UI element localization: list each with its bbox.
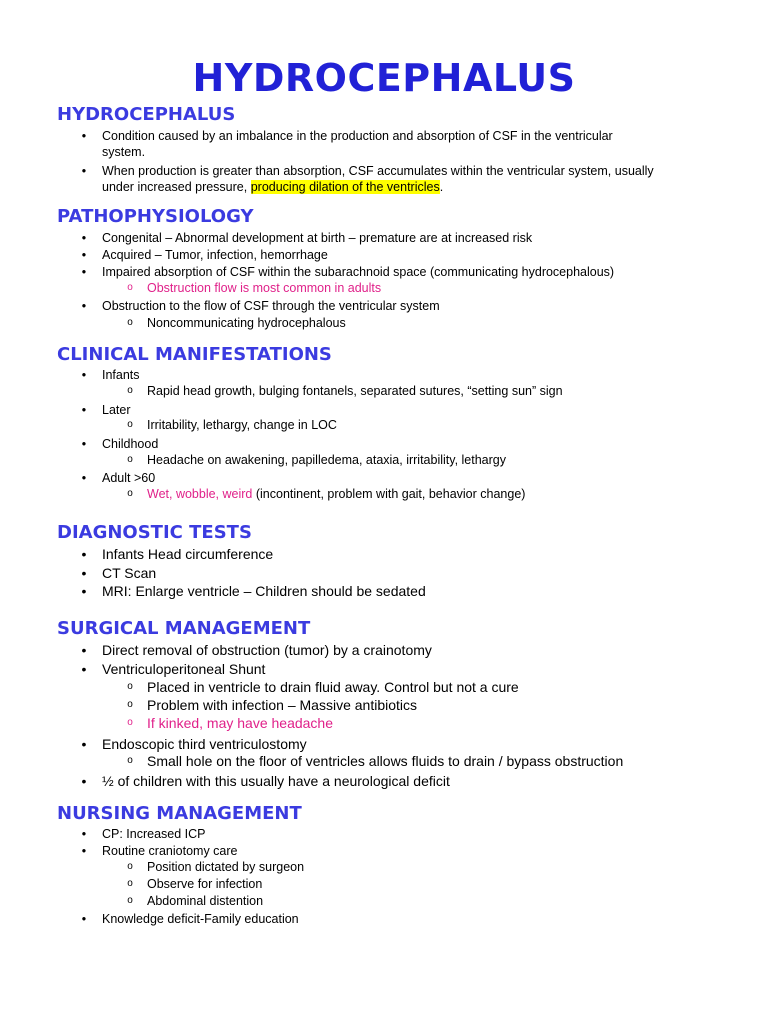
list-item-text: When production is greater than absorption, CSF accumulates within the ventricular system, usually: [102, 164, 654, 178]
bullet-icon: •: [81, 546, 87, 562]
list-item-text: Adult >60: [102, 471, 156, 485]
bullet-icon: •: [81, 368, 87, 382]
list-item-text: Observe for infection: [147, 877, 263, 891]
bullet-icon: •: [81, 912, 87, 926]
circle-bullet-icon: o: [127, 699, 133, 710]
list-item-text: Knowledge deficit-Family education: [102, 912, 299, 926]
list-item-text: Obstruction to the flow of CSF through the ventricular system: [102, 299, 440, 313]
list-item-text: Small hole on the floor of ventricles allows fluids to drain / bypass obstruction: [147, 753, 624, 769]
list-item-text: Problem with infection – Massive antibiotics: [147, 697, 418, 713]
text-segment: (incontinent, problem with gait, behavior change): [252, 487, 526, 501]
list-item-text: Acquired – Tumor, infection, hemorrhage: [102, 248, 328, 262]
list-item-text: system.: [102, 145, 146, 159]
section-heading-surgical-management: SURGICAL MANAGEMENT: [57, 618, 311, 639]
bullet-icon: •: [81, 565, 87, 581]
section-heading-nursing-management: NURSING MANAGEMENT: [57, 803, 302, 824]
bullet-icon: •: [81, 736, 87, 752]
list-item-text: CT Scan: [102, 565, 157, 581]
circle-bullet-icon: o: [127, 385, 133, 396]
list-item-text: Childhood: [102, 437, 159, 451]
highlighted-text: producing dilation of the ventricles: [250, 180, 440, 194]
list-item-text: Irritability, lethargy, change in LOC: [147, 418, 337, 432]
list-item-text: Infants: [102, 368, 140, 382]
list-item-text: Routine craniotomy care: [102, 844, 238, 858]
bullet-icon: •: [81, 231, 87, 245]
list-item-text: If kinked, may have headache: [147, 715, 334, 731]
circle-bullet-icon: o: [127, 681, 133, 692]
bullet-icon: •: [81, 129, 87, 143]
list-item-text: Position dictated by surgeon: [147, 860, 305, 874]
bullet-icon: •: [81, 248, 87, 262]
list-item-text: ½ of children with this usually have a neurological deficit: [102, 773, 450, 789]
bullet-icon: •: [81, 844, 87, 858]
list-item-text: Placed in ventricle to drain fluid away. Control but not a cure: [147, 679, 519, 695]
bullet-icon: •: [81, 471, 87, 485]
list-item-text: Later: [102, 403, 131, 417]
list-item-text: Endoscopic third ventriculostomy: [102, 736, 307, 752]
list-item-text: Noncommunicating hydrocephalous: [147, 316, 346, 330]
section-heading-diagnostic-tests: DIAGNOSTIC TESTS: [57, 522, 252, 543]
list-item-text: Direct removal of obstruction (tumor) by a crainotomy: [102, 642, 432, 658]
list-item-text: Infants Head circumference: [102, 546, 274, 562]
circle-bullet-icon: o: [127, 895, 133, 906]
text-segment: under increased pressure,: [102, 180, 251, 194]
circle-bullet-icon: o: [127, 717, 133, 728]
circle-bullet-icon: o: [127, 878, 133, 889]
circle-bullet-icon: o: [127, 317, 133, 328]
list-item-text: [147, 486, 525, 502]
bullet-icon: •: [81, 583, 87, 599]
text-segment: .: [439, 180, 444, 194]
circle-bullet-icon: o: [127, 419, 133, 430]
bullet-icon: •: [81, 299, 87, 313]
section-heading-pathophysiology: PATHOPHYSIOLOGY: [57, 206, 254, 227]
circle-bullet-icon: o: [127, 488, 133, 499]
list-item-text: Abdominal distention: [147, 894, 264, 908]
circle-bullet-icon: o: [127, 454, 133, 465]
list-item-text: CP: Increased ICP: [102, 827, 206, 841]
section-heading-clinical-manifestations: CLINICAL MANIFESTATIONS: [57, 344, 332, 365]
list-item-text: [102, 179, 443, 195]
bullet-icon: •: [81, 827, 87, 841]
list-item-text: Congenital – Abnormal development at birth – premature are at increased risk: [102, 231, 533, 245]
list-item-text: Impaired absorption of CSF within the subarachnoid space (communicating hydrocephalous): [102, 265, 615, 279]
pink-text: Wet, wobble, weird: [147, 487, 253, 501]
bullet-icon: •: [81, 773, 87, 789]
circle-bullet-icon: o: [127, 861, 133, 872]
list-item-text: Obstruction flow is most common in adults: [147, 281, 382, 295]
bullet-icon: •: [81, 403, 87, 417]
bullet-icon: •: [81, 642, 87, 658]
section-heading-hydrocephalus: HYDROCEPHALUS: [57, 104, 236, 125]
list-item-text: Ventriculoperitoneal Shunt: [102, 661, 266, 677]
bullet-icon: •: [81, 265, 87, 279]
list-item-text: Condition caused by an imbalance in the production and absorption of CSF in the ventricular: [102, 129, 613, 143]
list-item-text: MRI: Enlarge ventricle – Children should be sedated: [102, 583, 426, 599]
circle-bullet-icon: o: [127, 755, 133, 766]
list-item-text: Headache on awakening, papilledema, ataxia, irritability, lethargy: [147, 453, 507, 467]
bullet-icon: •: [81, 437, 87, 451]
list-item-text: Rapid head growth, bulging fontanels, separated sutures, “setting sun” sign: [147, 384, 563, 398]
bullet-icon: •: [81, 164, 87, 178]
circle-bullet-icon: o: [127, 282, 133, 293]
bullet-icon: •: [81, 661, 87, 677]
document-title: HYDROCEPHALUS: [192, 56, 576, 100]
